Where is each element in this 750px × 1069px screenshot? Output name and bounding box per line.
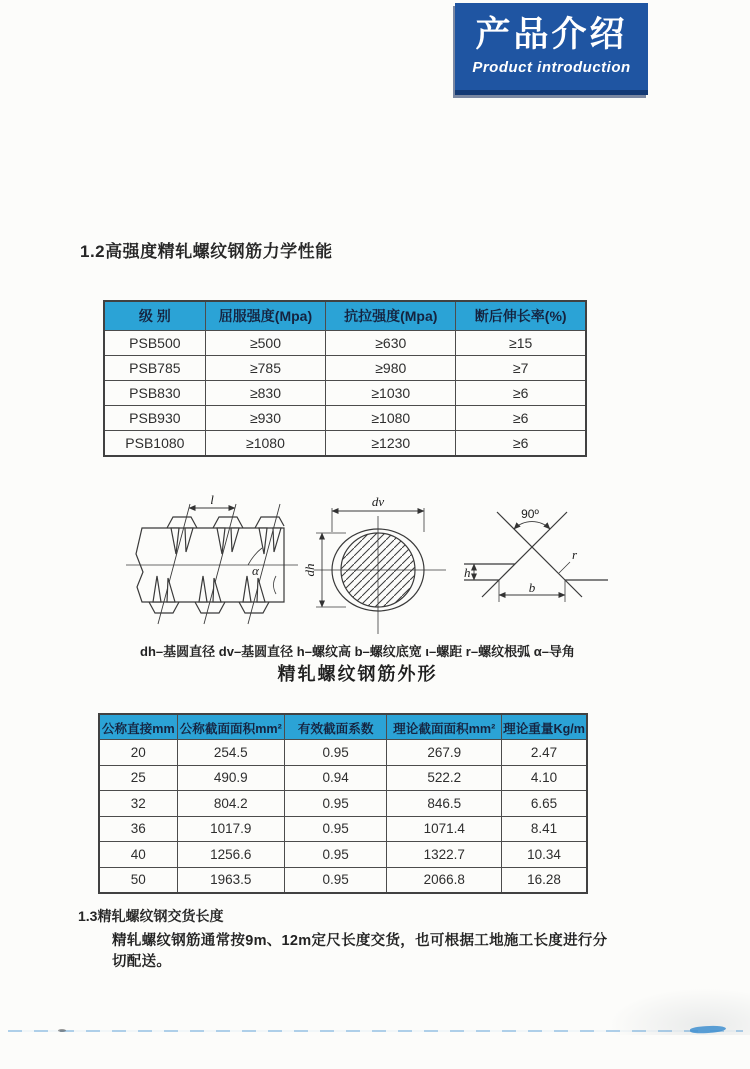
table-row [99, 842, 587, 868]
table-header-row [104, 301, 586, 331]
figure-title: 精轧螺纹钢筋外形 [277, 664, 438, 684]
table-cell: 0.95 [284, 842, 386, 868]
column-header: 公称截面面积mm² [177, 714, 284, 740]
table-cell: ≥1080 [326, 406, 456, 431]
table-cell: 1017.9 [177, 816, 284, 842]
table-cell: 0.95 [284, 791, 386, 817]
table-cell: ≥630 [326, 331, 456, 356]
b-label: b [528, 580, 536, 595]
dh-label: dh [302, 563, 317, 577]
column-header: 屈服强度(Mpa) [205, 301, 326, 331]
product-introduction-banner [455, 3, 648, 95]
table-row [104, 431, 586, 457]
table-cell: ≥7 [456, 356, 586, 381]
table-cell: PSB830 [104, 381, 205, 406]
table-row [99, 791, 587, 817]
angle-90-label: 90º [521, 507, 539, 521]
table-row [104, 406, 586, 431]
column-header: 抗拉强度(Mpa) [326, 301, 456, 331]
table-header-row [99, 714, 587, 740]
section-1-2-heading: 1.2高强度精轧螺纹钢筋力学性能 [80, 242, 333, 261]
column-header: 理论重量Kg/m [502, 714, 587, 740]
table-cell: 0.94 [284, 765, 386, 791]
section-1-3-body: 精轧螺纹钢筋通常按9m、12m定尺长度交货，也可根据工地施工长度进行分切配送。 [112, 933, 608, 970]
table-cell: 40 [99, 842, 177, 868]
table-cell: 2.47 [502, 740, 587, 766]
table-cell: 10.34 [502, 842, 587, 868]
scan-artifact-dot [58, 1029, 66, 1032]
table-cell: 8.41 [502, 816, 587, 842]
table-cell: 20 [99, 740, 177, 766]
table-cell: 50 [99, 867, 177, 893]
table-cell: 1322.7 [387, 842, 502, 868]
table-cell: PSB930 [104, 406, 205, 431]
table-cell: PSB500 [104, 331, 205, 356]
table-row [99, 816, 587, 842]
pitch-label: l [210, 492, 214, 507]
table-cell: 0.95 [284, 816, 386, 842]
table-cell: 0.95 [284, 867, 386, 893]
table-cell: ≥785 [205, 356, 326, 381]
table-cell: ≥6 [456, 431, 586, 457]
table-row [104, 331, 586, 356]
table-cell: 1256.6 [177, 842, 284, 868]
table-cell: ≥830 [205, 381, 326, 406]
table-cell: 846.5 [387, 791, 502, 817]
column-header: 公称直接mm [99, 714, 177, 740]
mechanical-properties-table [103, 300, 587, 457]
table-cell: 267.9 [387, 740, 502, 766]
table-cell: 6.65 [502, 791, 587, 817]
table-cell: ≥1030 [326, 381, 456, 406]
table-cell: 4.10 [502, 765, 587, 791]
diagram-legend: dh–基圆直径 dv–基圆直径 h–螺纹高 b–螺纹底宽 ι–螺距 r–螺纹根弧 α–导角 [140, 644, 575, 659]
table-cell: ≥1080 [205, 431, 326, 457]
table-cell: 1071.4 [387, 816, 502, 842]
table-cell: 522.2 [387, 765, 502, 791]
table-cell: ≥500 [205, 331, 326, 356]
column-header: 断后伸长率(%) [456, 301, 586, 331]
table-cell: PSB785 [104, 356, 205, 381]
table-row [99, 765, 587, 791]
table-cell: 0.95 [284, 740, 386, 766]
table-cell: 32 [99, 791, 177, 817]
banner-title: 产品介绍 [475, 15, 628, 54]
table-row [104, 381, 586, 406]
table-cell: 1963.5 [177, 867, 284, 893]
table-cell: 36 [99, 816, 177, 842]
paper-crease-shadow [600, 985, 750, 1035]
table-cell: 2066.8 [387, 867, 502, 893]
alpha-label: α [252, 563, 259, 578]
h-label: h [464, 565, 471, 580]
table-cell: ≥15 [456, 331, 586, 356]
table-row [104, 356, 586, 381]
table-cell: ≥1230 [326, 431, 456, 457]
thread-profile-diagram [462, 502, 612, 612]
section-1-3-heading: 1.3精轧螺纹钢交货长度 [78, 908, 224, 924]
cross-section-diagram [302, 492, 456, 637]
table-cell: 16.28 [502, 867, 587, 893]
table-cell: 804.2 [177, 791, 284, 817]
column-header: 有效截面系数 [284, 714, 386, 740]
scan-artifact-line [8, 1030, 743, 1032]
table-cell: 25 [99, 765, 177, 791]
column-header: 理论截面面积mm² [387, 714, 502, 740]
dimension-weight-table [98, 713, 588, 894]
table-cell: 490.9 [177, 765, 284, 791]
table-cell: 254.5 [177, 740, 284, 766]
table-row [99, 867, 587, 893]
table-row [99, 740, 587, 766]
rebar-side-view-diagram [126, 492, 306, 632]
table-cell: ≥930 [205, 406, 326, 431]
r-label: r [572, 547, 578, 562]
table-cell: ≥980 [326, 356, 456, 381]
table-cell: ≥6 [456, 406, 586, 431]
column-header: 级 别 [104, 301, 205, 331]
banner-subtitle: Product introduction [472, 59, 631, 76]
table-cell: PSB1080 [104, 431, 205, 457]
dv-label: dv [371, 494, 385, 509]
table-cell: ≥6 [456, 381, 586, 406]
